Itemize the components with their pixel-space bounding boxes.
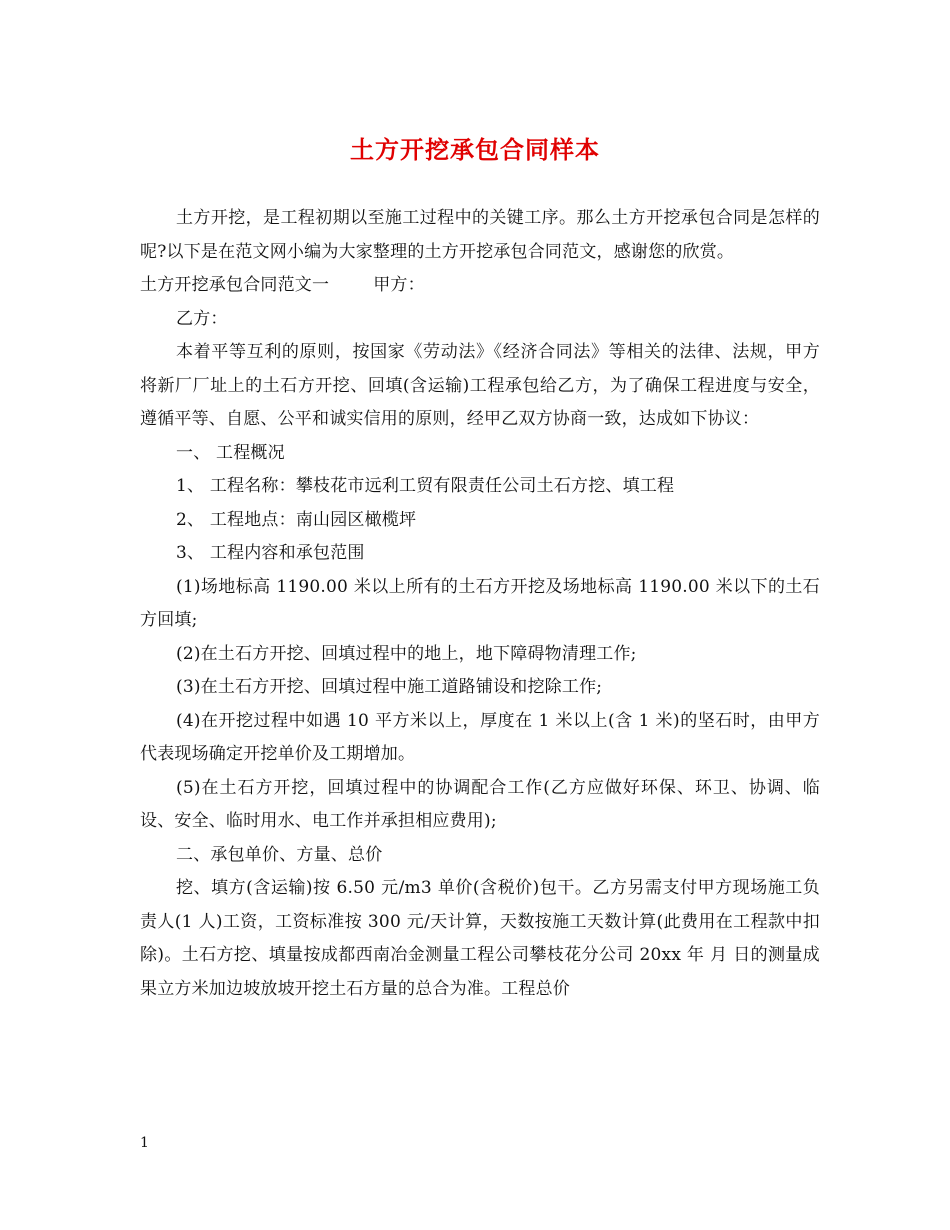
- intro-paragraph: 土方开挖，是工程初期以至施工过程中的关键工序。那么土方开挖承包合同是怎样的呢?以下是在范文网小编为大家整理的土方开挖承包合同范文，感谢您的欣赏。: [140, 208, 820, 262]
- scope-item-3: (3)在土石方开挖、回填过程中施工道路铺设和挖除工作;: [176, 677, 603, 697]
- project-location-item: 2、 工程地点：南山园区橄榄坪: [176, 509, 417, 530]
- scope-item-5: (5)在土石方开挖，回填过程中的协调配合工作(乙方应做好环保、环卫、协调、临设、安全、临时用水、电工作并承担相应费用);: [140, 777, 820, 831]
- sample-heading: 土方开挖承包合同范文一: [140, 275, 330, 295]
- party-a-label: 甲方：: [373, 275, 425, 295]
- section-2-heading: 二、承包单价、方量、总价: [176, 844, 383, 865]
- scope-item-4: (4)在开挖过程中如遇 10 平方米以上，厚度在 1 米以上(含 1 米)的坚石时，由甲方代表现场确定开挖单价及工期增加。: [140, 710, 820, 764]
- pricing-paragraph: 挖、填方(含运输)按 6.50 元/m3 单价(含税价)包干。乙方另需支付甲方现场施工负责人(1 人)工资，工资标准按 300 元/天计算，天数按施工天数计算(此费用在工程款中扣除)。土石方挖、填量按成都西南冶金测量工程公司攀枝花分公司 20xx 年 月 日的测量成果立方米加边坡放坡开挖土石方量的总合为准。工程总价: [140, 878, 820, 999]
- scope-item-1: (1)场地标高 1190.00 米以上所有的土石方开挖及场地标高 1190.00 米以下的土石方回填;: [140, 576, 820, 630]
- document-body: [140, 202, 820, 1006]
- scope-item-2: (2)在土石方开挖、回填过程中的地上，地下障碍物清理工作;: [176, 643, 637, 664]
- page-number: 1: [140, 1135, 149, 1151]
- project-scope-item: 3、 工程内容和承包范围: [176, 543, 365, 563]
- sample-heading-line: [140, 269, 820, 303]
- preamble-paragraph: 本着平等互利的原则，按国家《劳动法》《经济合同法》等相关的法律、法规，甲方将新厂厂址上的土石方开挖、回填(含运输)工程承包给乙方，为了确保工程进度与安全，遵循平等、自愿、公平和诚实信用的原则，经甲乙双方协商一致，达成如下协议：: [140, 342, 820, 429]
- section-1-heading: 一、 工程概况: [176, 442, 285, 463]
- document-title: 土方开挖承包合同样本: [350, 135, 600, 164]
- project-name-item: 1、 工程名称：攀枝花市远利工贸有限责任公司土石方挖、填工程: [176, 476, 675, 496]
- party-b-label: 乙方：: [176, 308, 228, 329]
